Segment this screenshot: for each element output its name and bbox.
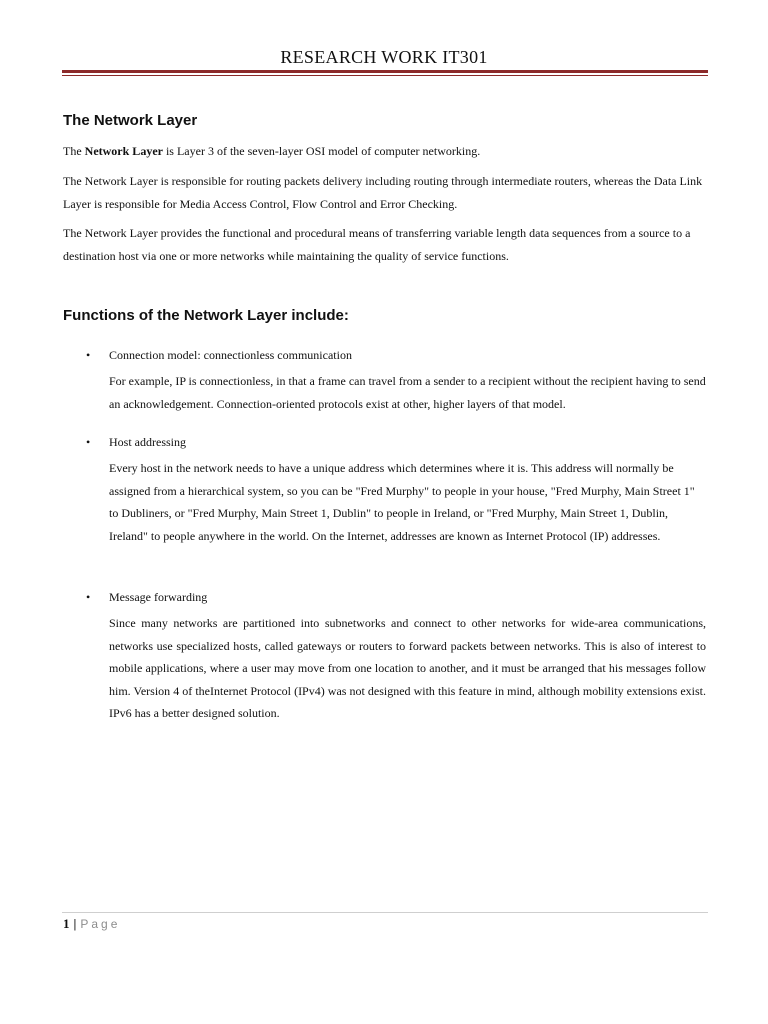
header-rule [62, 70, 708, 73]
paragraph-intro-pre: The [63, 144, 85, 158]
paragraph-intro-post: is Layer 3 of the seven-layer OSI model of computer networking. [162, 144, 481, 158]
footer-rule [62, 912, 708, 913]
paragraph-functional: The Network Layer provides the functional and procedural means of transferring variable length data sequences from a source to a destination host via one or more networks while maintaining the quality of service functions. [63, 226, 691, 263]
footer-separator: | [73, 916, 77, 931]
page-number: 1 [63, 916, 70, 931]
section-heading-functions: Functions of the Network Layer include: [63, 307, 349, 324]
paragraph-intro-bold: Network Layer [84, 144, 163, 158]
paragraph-intro [63, 140, 708, 163]
document-title: RESEARCH WORK IT301 [280, 47, 488, 67]
bullet-marker: • [86, 590, 91, 604]
section-heading-network-layer: The Network Layer [63, 112, 198, 129]
page-label: Page [80, 917, 121, 931]
header-rule-thin [62, 75, 708, 76]
page-footer [63, 916, 120, 932]
bullet-title-host-addressing: Host addressing [109, 435, 186, 449]
bullet-marker: • [86, 435, 91, 449]
bullet-marker: • [86, 348, 91, 362]
paragraph-routing: The Network Layer is responsible for routing packets delivery including routing through intermediate routers, whereas the Data Link Layer is responsible for Media Access Control, Flow Control and Error Checking. [63, 174, 703, 211]
bullet-body-host-addressing: Every host in the network needs to have a unique address which determines where it is. This address will normally be assigned from a hierarchical system, so you can be "Fred Murphy" to people in your house, "Fred Murphy, Main Street 1" to Dubliners, or "Fred Murphy, Main Street 1, Dublin" to people in Ireland, or "Fred Murphy, Main Street 1, Dublin, Ireland" to people anywhere in the world. On the Internet, addresses are known as Internet Protocol (IP) addresses. [109, 461, 695, 543]
bullet-title-message-forwarding: Message forwarding [109, 590, 208, 604]
bullet-body-connection-model: For example, IP is connectionless, in that a frame can travel from a sender to a recipient without the recipient having to send an acknowledgement. Connection-oriented protocols exist at other, higher layers of that model. [109, 374, 706, 411]
bullet-title-connection-model: Connection model: connectionless communication [109, 348, 352, 362]
bullet-body-message-forwarding: Since many networks are partitioned into subnetworks and connect to other networks for wide-area communications, networks use specialized hosts, called gateways or routers to forward packets between networks. This is also of interest to mobile applications, where a user may move from one location to another, and it must be arranged that his messages follow him. Version 4 of theInternet Protocol (IPv4) was not designed with this feature in mind, although mobility extensions exist. IPv6 has a better designed solution. [109, 616, 706, 720]
